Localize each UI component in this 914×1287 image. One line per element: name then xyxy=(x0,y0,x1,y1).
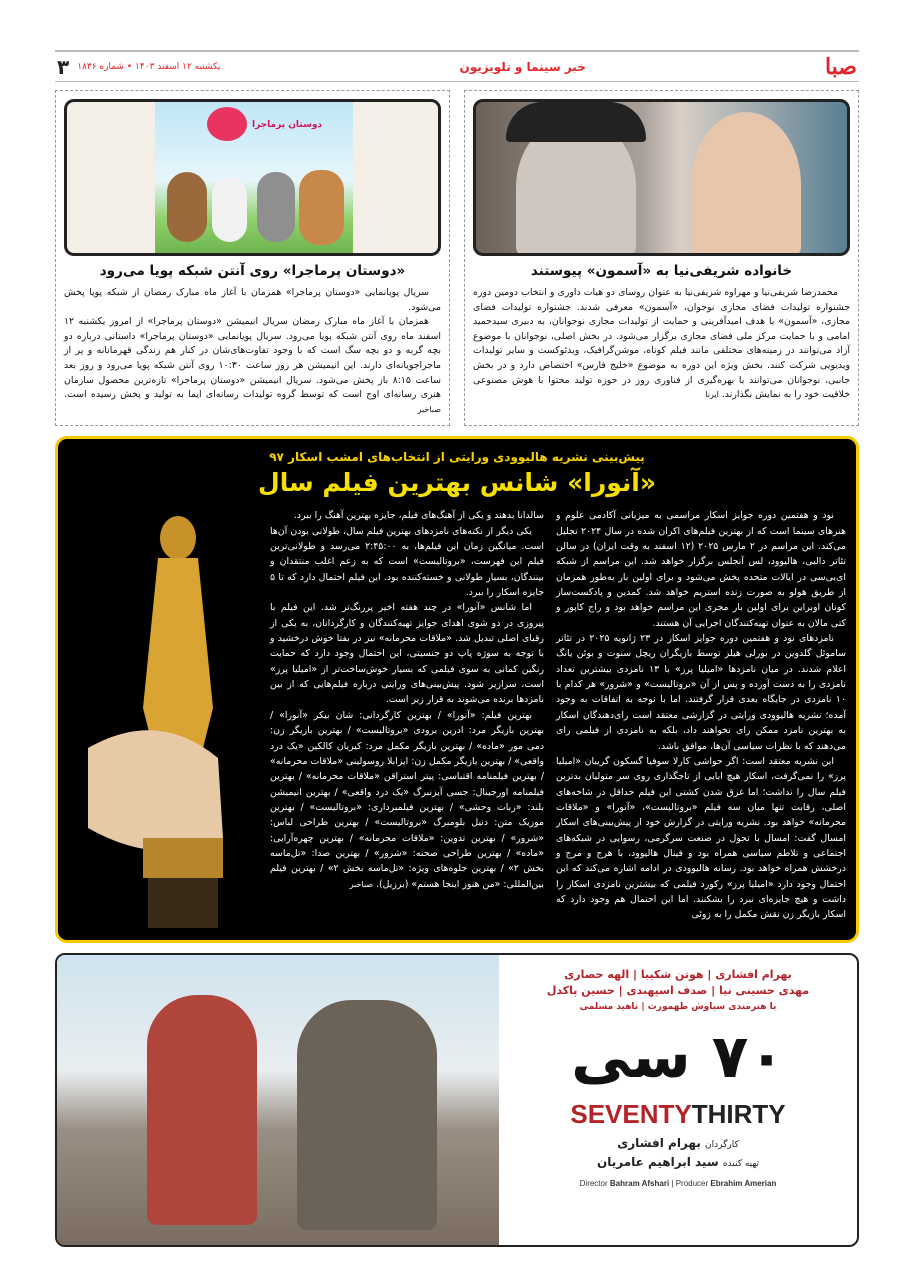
article-left xyxy=(55,90,450,426)
article-left-body: سریال پویانمایی «دوستان پرماجرا» همزمان با آغاز ماه مبارک رمضان از شبکه پویا پخش می‌شود. همزمان با آغاز ماه مبارک رمضان سریال انیمیشن «دوستان پرماجرا» از امروز یکشنبه ۱۲ اسفند ماه روی آنتن شبکه پویا می‌رود. سریال پویانمایی «دوستان پرماجرا» داستانی درباره دو بچه گربه و دو بچه سگ است که با وجود تفاوت‌های‌شان در کنار هم زندگی قهرمانانه و پر از ماجراجویانه‌ای دارند. این انیمیشن هر روز ساعت ۱۰:۳۰ روی آنتن شبکه پویا می‌رود و روز بعد ساعت ۸:۱۵ باز پخش می‌شود. سریال انیمیشن «دوستان پرماجرا» تازه‌ترین محصول سازمان هنری رسانه‌ای اوج است که توسط گروه تولیدات رسانه‌ای ایما به تولید و پخش رسیده است. صباخبر xyxy=(64,287,441,414)
dog-character xyxy=(299,170,344,245)
newspaper-logo: صبا xyxy=(824,53,857,80)
section-title: خبر سینما و تلویزیون xyxy=(459,59,586,74)
page-header xyxy=(55,50,859,82)
poster-logo-en: SEVENTYTHIRTY xyxy=(570,1099,786,1130)
actor-left xyxy=(147,995,257,1225)
poster-logo-fa: ۷۰ سی xyxy=(571,1022,785,1093)
actor-right xyxy=(297,1000,437,1230)
oscar-feature xyxy=(55,436,859,943)
article-right-headline: خانواده شریفی‌نیا به «آسمون» پیوستند xyxy=(530,263,793,279)
oscar-statuette-image xyxy=(68,508,258,928)
dateline: یکشنبه ۱۲ اسفند ۱۴۰۳ • شماره ۱۸۳۶ xyxy=(77,61,221,72)
film-poster-ad xyxy=(55,953,859,1247)
top-articles xyxy=(55,90,859,426)
cat-character xyxy=(212,177,247,242)
page-number: ۳ xyxy=(57,54,70,79)
dog-character xyxy=(167,172,207,242)
poster-info xyxy=(499,955,857,1245)
dateline-group xyxy=(57,55,220,79)
article-left-headline: «دوستان پرماجرا» روی آنتن شبکه پویا می‌رود xyxy=(99,263,406,279)
feature-left-column: سالدانا بدهند و یکی از آهنگ‌های فیلم، جایزه بهترین آهنگ را ببرد. یکی دیگر از نکته‌های نامزدهای بهترین فیلم سال، طولانی بودن آن‌ها است. میانگین زمان این فیلم‌ها، به ۲:۴۵:۰۰ می‌رسد و طولانی‌ترین فیلم این فهرست، «بروتالیست» است که به زعم اغلب منتقدان و بینندگان، بسیار طولانی و خسته‌کننده بود. این فیلم احتمال دارد که تا ۵ جایزه اسکار را ببرد. اما شانس «آنورا» در چند هفته اخیر پررنگ‌تر شد. این فیلم با پیروزی در دو شوی اهدای جوایز تهیه‌کنندگان و کارگردانان، به یکی از رقبای اصلی تبدیل شد. «ملاقات محرمانه» نیز در بفتا خوش درخشید و با توجه به سوژه پاپ دو جنسیتی، این احتمال وجود دارد که حمایت رنگین کمانی به سوی فیلمی که بسیار خوش‌ساخت‌تر از «امیلیا پرز» است، سرازیر شود. پیش‌بینی‌های ورایتی درباره فیلم‌هایی که از بین نامزدها برنده می‌شوند به قرار زیر است. بهترین فیلم: «آنورا» / بهترین کارگردانی: شان بیکر «آنورا» / بهترین بازیگر مرد: ادرین برودی «بروتالیست» / بهترین بازیگر زن: دمی مور «ماده» / بهترین بازیگر مکمل مرد: کیریان کالکین «یک درد واقعی» / بهترین بازیگر مکمل زن: ایزابلا روسولینی «ملاقات محرمانه» / بهترین فیلمنامه اقتباسی: پیتر استراقن «ملاقات محرمانه» / بهترین فیلمنامه اورجینال: جسی آیزنبرگ «یک درد واقعی» / بهترین انیمیشن بلند: «ربات وحشی» / بهترین فیلمبرداری: «بروتالیست» / بهترین موزیک متن: دنیل بلومبرگ «بروتالیست» / بهترین طراحی لباس: «شرور» / بهترین تدوین: «ملاقات محرمانه» / بهترین چهره‌آرایی: «ماده» / بهترین طراحی صحنه: «شرور» / بهترین صدا: «تل‌ماسه بخش ۲» / بهترین جلوه‌های ویژه: «تل‌ماسه بخش ۲» / بهترین فیلم بین‌المللی: «من هنوز اینجا هستم» (برزیل). صباخبر xyxy=(270,510,544,890)
article-right-body: محمدرضا شریفی‌نیا و مهراوه شریفی‌نیا به عنوان روسای دو هیات داوری و انتخاب دومین دوره جشنواره تولیدات فضای مجازی نوجوان، «آسمون» معرفی شدند. جشنواره تولیدات فضای مجازی، «آسمون» با هدف امیدآفرینی و حمایت از تولیدات مجازی نوجوانان، به دبیری سیدحمید امامی و با حمایت مرکز ملی فضای مجازی برگزار می‌شود. در بخش اصلی، نوجوانان با موضوع آزاد می‌توانند در زمینه‌های مختلفی مانند فیلم کوتاه، موشن‌گرافیک، ویدئوکست و سایر تولیدات ویدیویی شرکت کنند. بخش ویژه این دوره به موضوع «خلیج فارس» اختصاص دارد و در بخش جانبی، نوجوانان می‌توانند با بهره‌گیری از فناوری روز در حوزه تولید محتوا با هوش مصنوعی خلاقیت خود را به نمایش بگذارند. ایرنا xyxy=(473,287,850,401)
poster-credits-fa: کارگردان بهرام افشاری تهیه کننده سید ابراهیم عامریان xyxy=(596,1136,760,1170)
heart-balloon xyxy=(207,107,247,141)
cartoon-logo: دوستان پرماجرا xyxy=(252,120,323,130)
feature-columns xyxy=(68,508,846,928)
feature-right-column: نود و هفتمین دوره جوایز اسکار مراسمی به میزبانی آکادمی علوم و هنرهای سینما است که از بهترین فیلم‌های اکران شده در سال ۲۰۲۴ تجلیل می‌کند. این مراسم در ۲ مارس ۲۰۲۵ (۱۲ اسفند به وقت ایران) در سالن تئاتر دالبی، هالیوود، لس آنجلس برگزار خواهد شد. این مراسم از شبکه ای‌بی‌سی در ایالات متحده پخش می‌شود و برای اولین بار به‌طور همزمان از طریق هولو به صورت زنده استریم خواهد شد. کمدین و پادکست‌ساز کونان اوبراین برای اولین بار مجری این مراسم خواهد بود و راج کاپور و کتی مالان به عنوان تهیه‌کنندگان اجرایی آن هستند. نامزدهای نود و هفتمین دوره جوایز اسکار در ۲۳ ژانویه ۲۰۲۵ در تئاتر ساموئل گلدوین در بورلی هیلز توسط بازیگران ریچل سنوت و بوئن یانگ اعلام شدند. در میان نامزدها «امیلیا پرز» با ۱۳ نامزدی بیشترین تعداد نامزدی را به دست آورده و پس از آن «بروتالیست» و «شرور» هر کدام با ۱۰ نامزدی در جایگاه بعدی قرار گرفتند. اما با توجه به اتفاقات به وجود آمده؛ نشریه هالیوودی ورایتی در گزارشی معتقد است رای‌دهندگان اسکار به بهترین نامزد ممکن رای نخواهند داد، بلکه به نامزدی از فیلمی رای می‌دهند که با نظرات سیاسی آن‌ها، موافق باشد. این نشریه معتقد است: اگر حواشی کارلا سوفیا گسکون گریبان «امیلیا پرز» را نمی‌گرفت، اسکار هیچ ابایی از تاجگذاری روی سر متولیان بدترین فیلم سال را نداشت؛ اما غرق شدن کشتی این فیلم حداقل در شاخه‌های اصلی، رقابت تنها میان سه فیلم «بروتالیست»، «آنورا» و «ملاقات محرمانه» خواهد بود. نشریه ورایتی در گزارش خود از پیش‌بینی‌های اسکار امسال گفت: امسال با تحول در صنعت سرگرمی، رسوایی در شبکه‌های اجتماعی و تلاطم سیاسی همراه بود و فینال هالیوود، با هرج و مرج و درخشش همراه خواهد بود. رسانه هالیوودی در ادامه اشاره می‌کند که این احتمال وجود دارد «امیلیا پرز» رکورد فیلمی که بیشترین نامزدی اسکار را داشت و هیچ جایزه‌ای نبرد را بشکنند. اما این احتمال هم وجود دارد که اسکار بازیگر زن نقش مکمل را به زوئی xyxy=(556,510,846,921)
article-right xyxy=(464,90,859,426)
article-left-photo xyxy=(64,99,441,256)
feature-title: «آنورا» شانس بهترین فیلم سال xyxy=(258,468,656,498)
cat-character xyxy=(257,172,295,242)
poster-cast: بهرام افشاری | هوتن شکیبا | الهه حصاری مهدی حسینی نیا | صدف اسپهبدی | حسین پاکدل با هنرمندی سیاوش طهمورث | ناهید مسلمی xyxy=(546,968,810,1013)
hat xyxy=(506,102,646,142)
poster-photo xyxy=(57,955,499,1245)
article-right-photo xyxy=(473,99,850,256)
feature-kicker: پیش‌بینی نشریه هالیوودی ورایتی از انتخاب‌های امشب اسکار ۹۷ xyxy=(269,450,645,465)
woman-portrait xyxy=(691,112,801,256)
poster-credits-en: Director Bahram Afshari | Producer Ebrahim Amerian xyxy=(579,1179,777,1189)
